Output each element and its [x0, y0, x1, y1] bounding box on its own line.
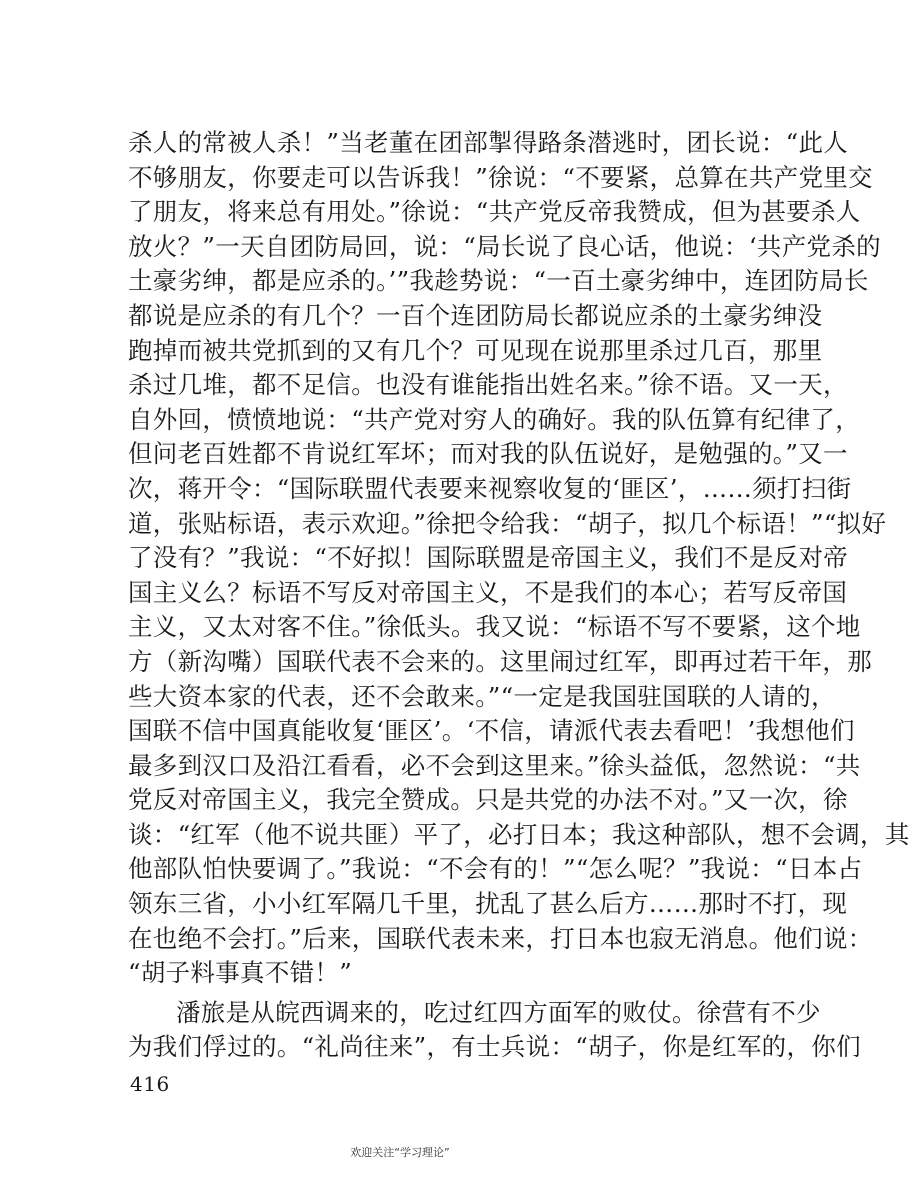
text-line: 主义，又太对客不住。”徐低头。我又说：“标语不写不要紧，这个地	[128, 612, 861, 642]
paragraph-1	[128, 126, 910, 991]
text-line: 党反对帝国主义，我完全赞成。只是共党的办法不对。”又一次，徐	[128, 785, 848, 815]
text-line: 在也绝不会打。”后来，国联代表未来，打日本也寂无消息。他们说：	[128, 923, 873, 953]
text-line: 潘旅是从皖西调来的，吃过红四方面军的败仗。徐营有不少	[176, 997, 821, 1027]
text-line: 方（新沟嘴）国联代表不会来的。这里闹过红军，即再过若干年，那	[128, 646, 872, 676]
text-line: 道，张贴标语，表示欢迎。”徐把令给我：“胡子，拟几个标语！”“拟好	[128, 508, 887, 538]
text-line: 但问老百姓都不肯说红军坏；而对我的队伍说好，是勉强的。”又一	[128, 439, 848, 469]
text-line: 些大资本家的代表，还不会敢来。”“一定是我国驻国联的人请的，	[128, 681, 836, 711]
text-line: 最多到汉口及沿江看看，必不会到这里来。”徐头益低，忽然说：“共	[128, 750, 861, 780]
text-line: 他部队怕快要调了。”我说：“不会有的！”“怎么呢？”我说：“日本占	[128, 854, 863, 884]
text-line: 跑掉而被共党抓到的又有几个？可见现在说那里杀过几百，那里	[128, 335, 823, 365]
text-line: 都说是应杀的有几个？一百个连团防局长都说应杀的土豪劣绅没	[128, 300, 823, 330]
text-line: 领东三省，小小红军隔几千里，扰乱了甚么后方……那时不打，现	[128, 889, 848, 919]
text-line: 自外回，愤愤地说：“共产党对穷人的确好。我的队伍算有纪律了，	[128, 404, 861, 434]
footer-note: 欢迎关注“学习理论”	[350, 1146, 450, 1159]
text-line: 放火？”一天自团防局回，说：“局长说了良心话，他说：‘共产党杀的	[128, 231, 881, 261]
page-number: 416	[130, 1072, 170, 1096]
text-line: 了朋友，将来总有用处。”徐说：“共产党反帝我赞成，但为甚要杀人	[128, 197, 861, 227]
text-line: “胡子料事真不错！”	[128, 958, 353, 988]
paragraph-2	[128, 996, 861, 1065]
text-line: 国联不信中国真能收复‘匪区’。‘不信，请派代表去看吧！’我想他们	[128, 716, 855, 746]
text-line: 次，蒋开令：“国际联盟代表要来视察收复的‘匪区’，……须打扫街	[128, 473, 852, 503]
text-line: 杀人的常被人杀！”当老董在团部掣得路条潜逃时，团长说：“此人	[128, 128, 849, 157]
text-line: 土豪劣绅，都是应杀的。’”我趁势说：“一百土豪劣绅中，连团防局长	[128, 266, 869, 296]
text-line: 不够朋友，你要走可以告诉我！”徐说：“不要紧，总算在共产党里交	[128, 162, 873, 192]
text-line: 谈：“红军（他不说共匪）平了，必打日本；我这种部队，想不会调，其	[128, 819, 910, 849]
text-line: 杀过几堆，都不足信。也没有谁能指出姓名来。”徐不语。又一天，	[128, 370, 848, 400]
text-line: 国主义么？标语不写反对帝国主义，不是我们的本心；若写反帝国	[128, 577, 848, 607]
body-text	[128, 126, 910, 1065]
text-line: 了没有？”我说：“不好拟！国际联盟是帝国主义，我们不是反对帝	[128, 543, 849, 573]
text-line: 为我们俘过的。“礼尚往来”，有士兵说：“胡子，你是红军的，你们	[128, 1032, 861, 1062]
